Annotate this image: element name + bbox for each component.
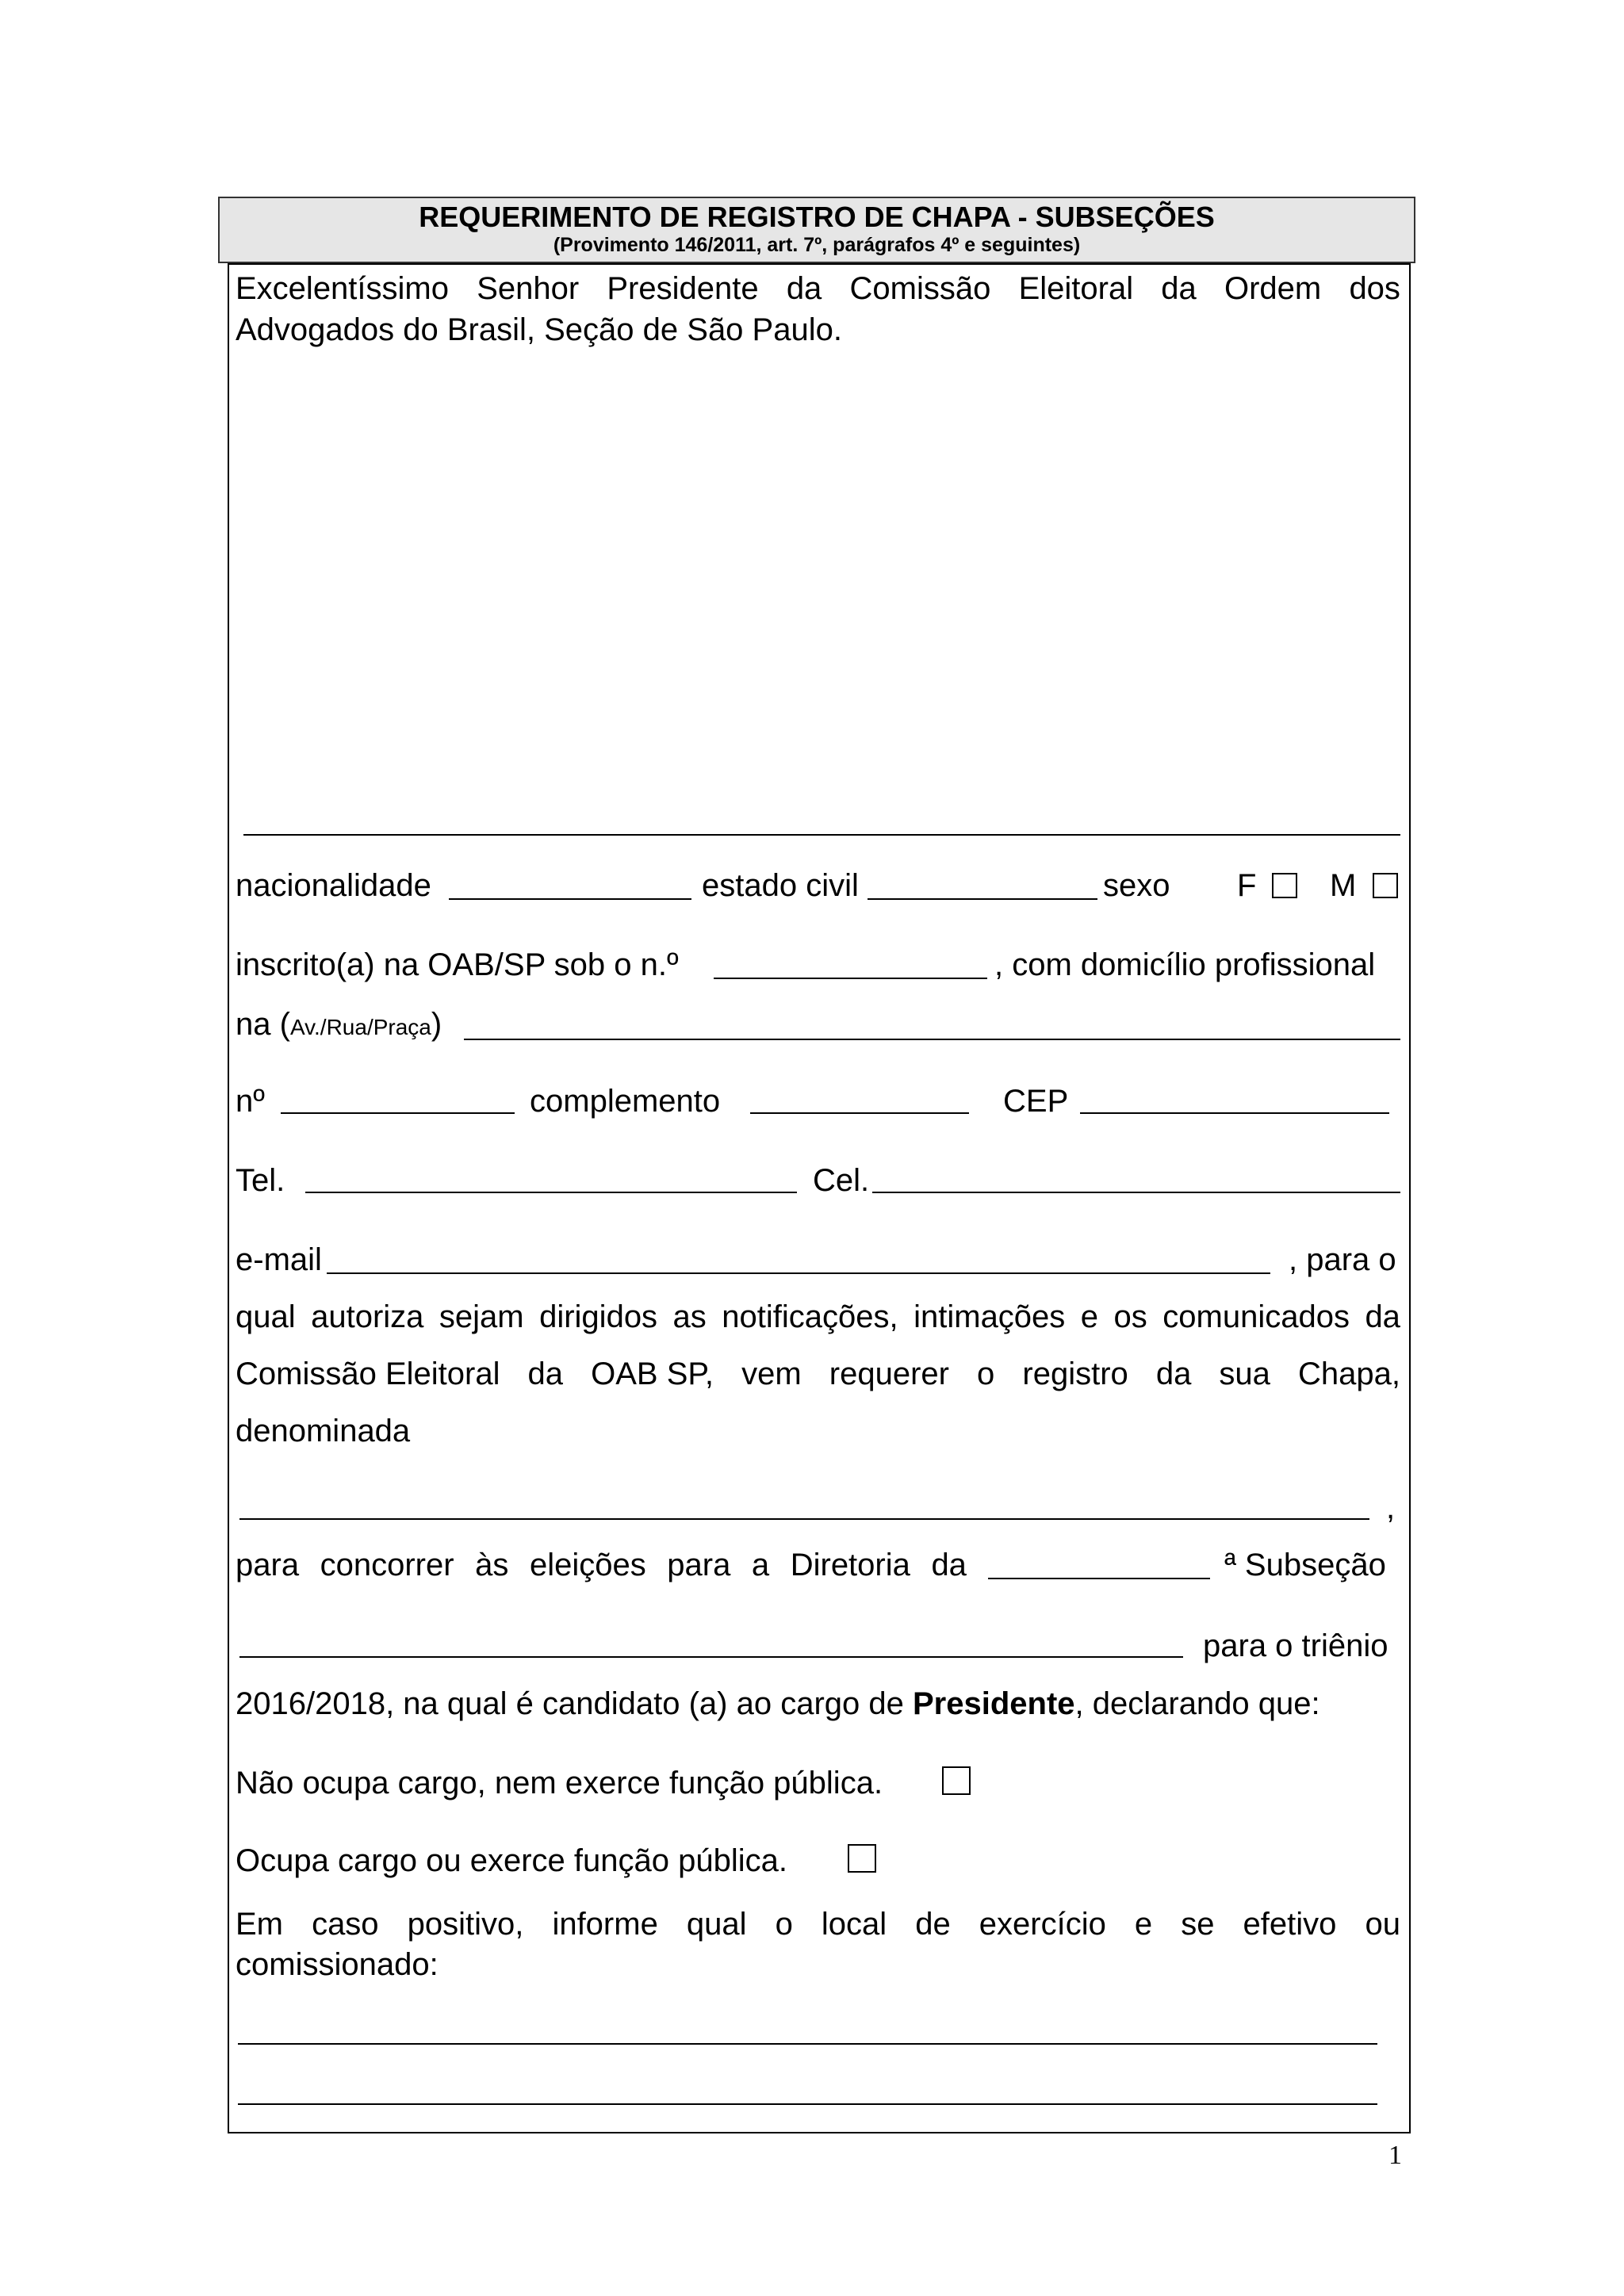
word: da xyxy=(786,271,822,306)
sexo-m-checkbox[interactable] xyxy=(1373,873,1398,898)
word: da xyxy=(931,1548,967,1582)
word: o xyxy=(977,1357,995,1391)
label-email: e-mail xyxy=(236,1242,322,1277)
word: concorrer xyxy=(320,1548,454,1582)
declaration-text-end: , declarando que: xyxy=(1074,1686,1320,1721)
tel-field[interactable] xyxy=(305,1192,797,1193)
word: OAB SP, xyxy=(591,1357,714,1391)
word: comunicados xyxy=(1162,1299,1350,1334)
word: Comissão xyxy=(849,271,991,306)
word: sua xyxy=(1219,1357,1270,1391)
word: dos xyxy=(1349,271,1400,306)
word: Presidente xyxy=(607,271,759,306)
cep-field[interactable] xyxy=(1080,1112,1389,1114)
word: dirigidos xyxy=(539,1299,658,1334)
word: Ordem xyxy=(1224,271,1322,306)
concorrer-line xyxy=(236,1546,967,1584)
label-endereco xyxy=(236,1005,442,1047)
label-na: na ( xyxy=(236,1007,290,1042)
label-sexo: sexo xyxy=(1103,868,1170,903)
word: a xyxy=(751,1548,770,1582)
word: às xyxy=(475,1548,509,1582)
word: da xyxy=(1155,1357,1192,1391)
label-numero: nº xyxy=(236,1084,265,1119)
word: e xyxy=(1134,1907,1153,1942)
local-exercicio-field-2[interactable] xyxy=(238,2103,1377,2105)
word: as xyxy=(672,1299,707,1334)
word: registro xyxy=(1022,1357,1128,1391)
word: e xyxy=(1080,1299,1099,1334)
word: intimações xyxy=(914,1299,1066,1334)
chapa-comma: , xyxy=(1386,1490,1396,1525)
word: ou xyxy=(1365,1907,1400,1942)
cel-field[interactable] xyxy=(872,1192,1400,1193)
label-triennio: para o triênio xyxy=(1203,1628,1388,1663)
oab-number-field[interactable] xyxy=(714,978,987,979)
word: Chapa, xyxy=(1298,1357,1400,1391)
body-line-2 xyxy=(236,1355,1400,1393)
name-field[interactable] xyxy=(243,834,1400,836)
label-sexo-f: F xyxy=(1237,868,1257,903)
option-ocupa-label: Ocupa cargo ou exerce função pública. xyxy=(236,1843,787,1878)
nacionalidade-field[interactable] xyxy=(449,898,691,900)
endereco-field[interactable] xyxy=(464,1039,1400,1040)
word: sejam xyxy=(439,1299,524,1334)
label-domicilio: , com domicílio profissional xyxy=(994,947,1376,982)
body-line-1 xyxy=(236,1298,1400,1336)
page-number: 1 xyxy=(1388,2141,1402,2170)
footer-line-1 xyxy=(236,1905,1400,1943)
form-subtitle: (Provimento 146/2011, art. 7º, parágrafos 4º e seguintes) xyxy=(553,234,1081,256)
word: Excelentíssimo xyxy=(236,271,449,306)
word: Em xyxy=(236,1907,283,1942)
email-field[interactable] xyxy=(327,1272,1270,1274)
estado-civil-field[interactable] xyxy=(868,898,1097,900)
word: Comissão Eleitoral xyxy=(236,1357,500,1391)
option-nao-ocupa-label: Não ocupa cargo, nem exerce função pública. xyxy=(236,1766,883,1800)
word: exercício xyxy=(979,1907,1106,1942)
word: local xyxy=(821,1907,887,1942)
word: qual xyxy=(236,1299,296,1334)
word: positivo, xyxy=(407,1907,524,1942)
salutation-line-1 xyxy=(236,270,1400,308)
sexo-f-checkbox[interactable] xyxy=(1272,873,1297,898)
word: da xyxy=(1161,271,1197,306)
declaration-text: 2016/2018, na qual é candidato (a) ao cargo de xyxy=(236,1686,913,1721)
nao-ocupa-checkbox[interactable] xyxy=(942,1766,971,1795)
complemento-field[interactable] xyxy=(750,1112,969,1114)
chapa-name-field[interactable] xyxy=(239,1518,1369,1520)
word: Senhor xyxy=(477,271,580,306)
body-line-3: denominada xyxy=(236,1414,411,1448)
label-av-rua-praca: Av./Rua/Praça xyxy=(289,1015,431,1039)
word: para xyxy=(667,1548,731,1582)
word: qual xyxy=(686,1907,747,1942)
subsecao-number-field[interactable] xyxy=(988,1578,1210,1579)
label-inscrito: inscrito(a) na OAB/SP sob o n.º xyxy=(236,947,679,982)
label-para-o: , para o xyxy=(1289,1242,1396,1277)
label-cel: Cel. xyxy=(813,1163,870,1198)
word: vem xyxy=(741,1357,802,1391)
ocupa-checkbox[interactable] xyxy=(848,1844,876,1873)
form-header xyxy=(218,197,1415,263)
word: se xyxy=(1181,1907,1215,1942)
label-complemento: complemento xyxy=(530,1084,721,1119)
subsecao-name-field[interactable] xyxy=(239,1656,1183,1658)
footer-line-2: comissionado: xyxy=(236,1947,439,1982)
cargo-presidente: Presidente xyxy=(912,1686,1075,1721)
word: da xyxy=(527,1357,564,1391)
local-exercicio-field-1[interactable] xyxy=(238,2043,1377,2045)
label-cep: CEP xyxy=(1003,1084,1069,1119)
declaration-line xyxy=(236,1685,1320,1723)
word: Diretoria xyxy=(790,1548,910,1582)
word: notificações, xyxy=(722,1299,898,1334)
label-sexo-m: M xyxy=(1330,868,1357,903)
label-subsecao: ª Subseção xyxy=(1224,1548,1386,1582)
label-nacionalidade: nacionalidade xyxy=(236,868,431,903)
word: informe xyxy=(552,1907,658,1942)
word: da xyxy=(1365,1299,1400,1334)
salutation-line-2: Advogados do Brasil, Seção de São Paulo. xyxy=(236,312,842,347)
word: requerer xyxy=(829,1357,949,1391)
word: autoriza xyxy=(311,1299,424,1334)
word: caso xyxy=(312,1907,379,1942)
label-na-close: ) xyxy=(431,1007,442,1042)
word: Eleitoral xyxy=(1018,271,1134,306)
word: efetivo xyxy=(1243,1907,1337,1942)
word: eleições xyxy=(529,1548,646,1582)
word: de xyxy=(915,1907,951,1942)
form-title: REQUERIMENTO DE REGISTRO DE CHAPA - SUBSEÇÕES xyxy=(419,201,1215,233)
numero-field[interactable] xyxy=(281,1112,515,1114)
word: os xyxy=(1113,1299,1147,1334)
word: o xyxy=(775,1907,793,1942)
word: para xyxy=(236,1548,300,1582)
label-tel: Tel. xyxy=(236,1163,285,1198)
label-estado-civil: estado civil xyxy=(702,868,859,903)
